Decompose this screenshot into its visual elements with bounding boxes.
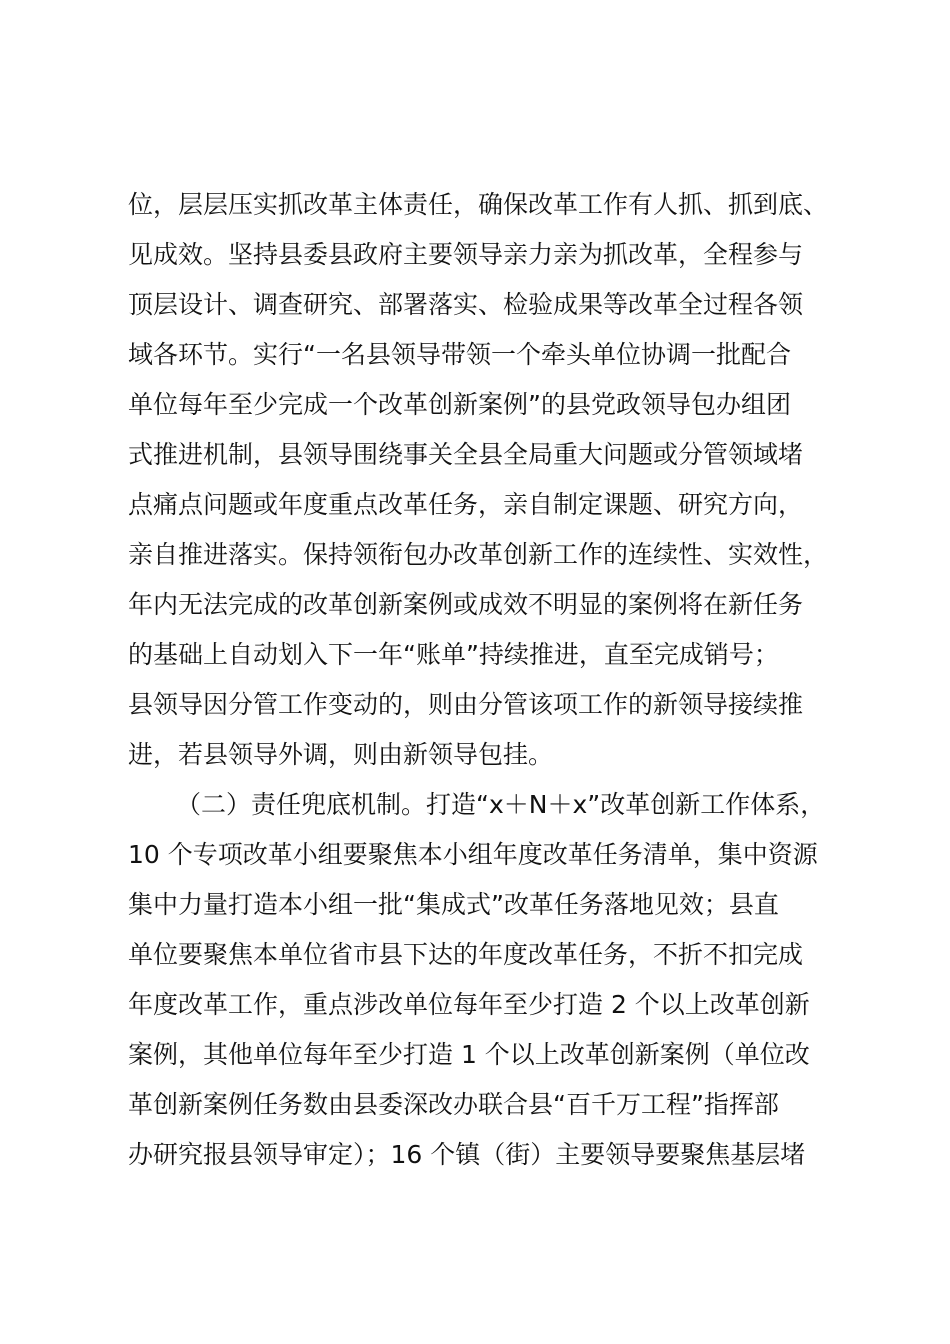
text-line: 顶层设计、调查研究、部署落实、检验成果等改革全过程各领 xyxy=(128,290,804,319)
body-text xyxy=(128,180,848,1180)
paragraph-2 xyxy=(128,780,848,1180)
text-line: 集中力量打造本小组一批“集成式”改革任务落地见效；县直 xyxy=(128,890,779,919)
text-line: 10 个专项改革小组要聚焦本小组年度改革任务清单，集中资源 xyxy=(128,840,818,869)
text-line: 位，层层压实抓改革主体责任，确保改革工作有人抓、抓到底、 xyxy=(128,190,829,219)
text-line: 的基础上自动划入下一年“账单”持续推进，直至完成销号； xyxy=(128,640,779,669)
text-line: 见成效。坚持县委县政府主要领导亲力亲为抓改革，全程参与 xyxy=(128,240,804,269)
text-line: 进，若县领导外调，则由新领导包挂。 xyxy=(128,740,554,769)
text-line: 县领导因分管工作变动的，则由分管该项工作的新领导接续推 xyxy=(128,690,804,719)
text-line: 亲自推进落实。保持领衔包办改革创新工作的连续性、实效性， xyxy=(128,540,829,569)
text-line: 案例，其他单位每年至少打造 1 个以上改革创新案例（单位改 xyxy=(128,1040,810,1069)
paragraph-1 xyxy=(128,180,848,780)
text-line-indented: （二）责任兜底机制。打造“x＋N＋x”改革创新工作体系， xyxy=(176,790,826,819)
text-line: 式推进机制，县领导围绕事关全县全局重大问题或分管领域堵 xyxy=(128,440,804,469)
text-line: 单位每年至少完成一个改革创新案例”的县党政领导包办组团 xyxy=(128,390,791,419)
text-line: 点痛点问题或年度重点改革任务，亲自制定课题、研究方向， xyxy=(128,490,804,519)
text-line: 单位要聚焦本单位省市县下达的年度改革任务，不折不扣完成 xyxy=(128,940,804,969)
text-line: 革创新案例任务数由县委深改办联合县“百千万工程”指挥部 xyxy=(128,1090,779,1119)
text-line: 年度改革工作，重点涉改单位每年至少打造 2 个以上改革创新 xyxy=(128,990,810,1019)
text-line: 年内无法完成的改革创新案例或成效不明显的案例将在新任务 xyxy=(128,590,804,619)
text-line: 办研究报县领导审定）；16 个镇（街）主要领导要聚焦基层堵 xyxy=(128,1140,806,1169)
text-line: 域各环节。实行“一名县领导带领一个牵头单位协调一批配合 xyxy=(128,340,791,369)
